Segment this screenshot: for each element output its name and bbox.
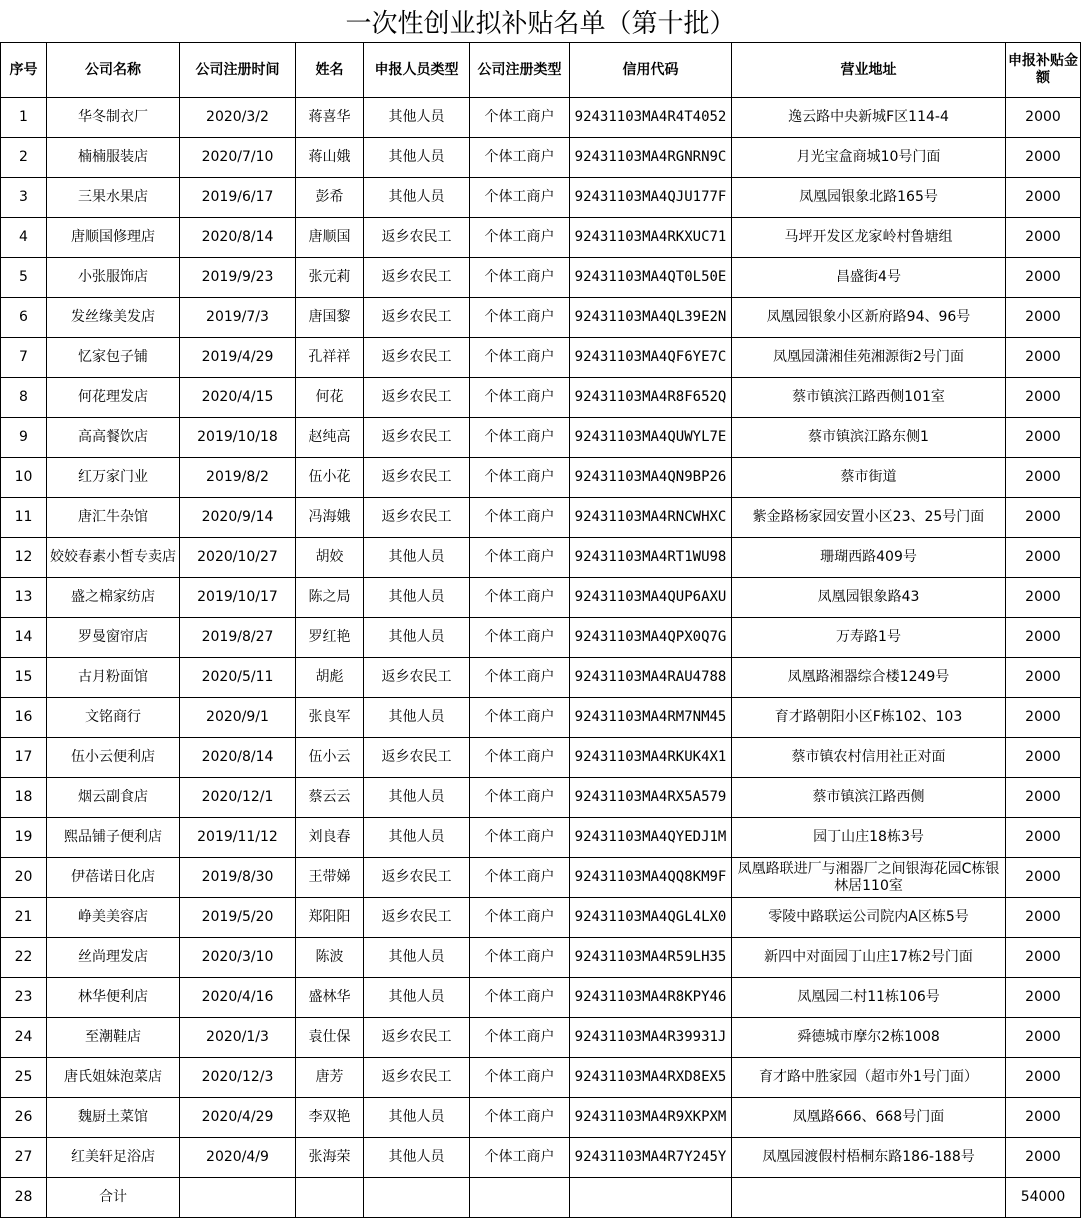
cell-company-name: 熙品铺子便利店 bbox=[47, 818, 180, 858]
cell-company-type: 个体工商户 bbox=[470, 1098, 570, 1138]
header-amount: 申报补贴金额 bbox=[1006, 43, 1081, 98]
cell-company-type: 个体工商户 bbox=[470, 338, 570, 378]
cell-amount: 2000 bbox=[1006, 938, 1081, 978]
cell-company-type: 个体工商户 bbox=[470, 1058, 570, 1098]
cell-person-name: 罗红艳 bbox=[296, 618, 364, 658]
cell-person-name: 冯海娥 bbox=[296, 498, 364, 538]
total-index: 28 bbox=[1, 1178, 47, 1218]
cell-company-type: 个体工商户 bbox=[470, 778, 570, 818]
cell-company-name: 红万家门业 bbox=[47, 458, 180, 498]
cell-register-date: 2020/5/11 bbox=[180, 658, 296, 698]
cell-person-name: 赵纯高 bbox=[296, 418, 364, 458]
cell-company-type: 个体工商户 bbox=[470, 1138, 570, 1178]
cell-amount: 2000 bbox=[1006, 498, 1081, 538]
total-empty bbox=[470, 1178, 570, 1218]
cell-credit-code: 92431103MA4QUWYL7E bbox=[570, 418, 732, 458]
cell-index: 18 bbox=[1, 778, 47, 818]
total-amount: 54000 bbox=[1006, 1178, 1081, 1218]
cell-credit-code: 92431103MA4RT1WU98 bbox=[570, 538, 732, 578]
cell-credit-code: 92431103MA4QGL4LX0 bbox=[570, 898, 732, 938]
cell-company-name: 何花理发店 bbox=[47, 378, 180, 418]
cell-company-type: 个体工商户 bbox=[470, 818, 570, 858]
cell-person-name: 蒋山娥 bbox=[296, 138, 364, 178]
cell-person-name: 陈波 bbox=[296, 938, 364, 978]
cell-address: 育才路中胜家园（超市外1号门面） bbox=[732, 1058, 1006, 1098]
cell-person-name: 陈之局 bbox=[296, 578, 364, 618]
cell-person-name: 胡彪 bbox=[296, 658, 364, 698]
header-company-name: 公司名称 bbox=[47, 43, 180, 98]
cell-index: 6 bbox=[1, 298, 47, 338]
cell-register-date: 2019/8/30 bbox=[180, 858, 296, 898]
cell-credit-code: 92431103MA4R7Y245Y bbox=[570, 1138, 732, 1178]
table-body bbox=[1, 98, 1081, 1178]
cell-company-name: 罗曼窗帘店 bbox=[47, 618, 180, 658]
cell-applicant-type: 其他人员 bbox=[364, 138, 470, 178]
cell-company-name: 伊蓓诺日化店 bbox=[47, 858, 180, 898]
cell-amount: 2000 bbox=[1006, 98, 1081, 138]
cell-index: 4 bbox=[1, 218, 47, 258]
cell-index: 9 bbox=[1, 418, 47, 458]
cell-amount: 2000 bbox=[1006, 258, 1081, 298]
cell-company-type: 个体工商户 bbox=[470, 378, 570, 418]
cell-applicant-type: 返乡农民工 bbox=[364, 1058, 470, 1098]
cell-amount: 2000 bbox=[1006, 178, 1081, 218]
cell-amount: 2000 bbox=[1006, 778, 1081, 818]
cell-company-type: 个体工商户 bbox=[470, 658, 570, 698]
cell-person-name: 张良军 bbox=[296, 698, 364, 738]
cell-person-name: 何花 bbox=[296, 378, 364, 418]
cell-index: 26 bbox=[1, 1098, 47, 1138]
cell-company-name: 楠楠服装店 bbox=[47, 138, 180, 178]
cell-address: 零陵中路联运公司院内A区栋5号 bbox=[732, 898, 1006, 938]
cell-company-type: 个体工商户 bbox=[470, 218, 570, 258]
total-empty bbox=[732, 1178, 1006, 1218]
cell-company-name: 魏厨土菜馆 bbox=[47, 1098, 180, 1138]
table-row bbox=[1, 618, 1081, 658]
cell-company-name: 三果水果店 bbox=[47, 178, 180, 218]
cell-amount: 2000 bbox=[1006, 658, 1081, 698]
cell-credit-code: 92431103MA4QF6YE7C bbox=[570, 338, 732, 378]
cell-credit-code: 92431103MA4R8KPY46 bbox=[570, 978, 732, 1018]
cell-index: 23 bbox=[1, 978, 47, 1018]
cell-applicant-type: 其他人员 bbox=[364, 698, 470, 738]
cell-credit-code: 92431103MA4R39931J bbox=[570, 1018, 732, 1058]
cell-register-date: 2020/9/1 bbox=[180, 698, 296, 738]
cell-register-date: 2019/4/29 bbox=[180, 338, 296, 378]
cell-address: 凤凰园银象北路165号 bbox=[732, 178, 1006, 218]
cell-applicant-type: 其他人员 bbox=[364, 618, 470, 658]
total-label: 合计 bbox=[47, 1178, 180, 1218]
cell-company-name: 林华便利店 bbox=[47, 978, 180, 1018]
cell-index: 7 bbox=[1, 338, 47, 378]
header-company-type: 公司注册类型 bbox=[470, 43, 570, 98]
table-row bbox=[1, 1018, 1081, 1058]
cell-credit-code: 92431103MA4QT0L50E bbox=[570, 258, 732, 298]
cell-index: 21 bbox=[1, 898, 47, 938]
cell-person-name: 王带娣 bbox=[296, 858, 364, 898]
subsidy-table bbox=[0, 42, 1081, 1218]
cell-company-name: 姣姣春素小皙专卖店 bbox=[47, 538, 180, 578]
cell-company-type: 个体工商户 bbox=[470, 98, 570, 138]
cell-credit-code: 92431103MA4RAU4788 bbox=[570, 658, 732, 698]
cell-register-date: 2020/12/1 bbox=[180, 778, 296, 818]
cell-register-date: 2019/11/12 bbox=[180, 818, 296, 858]
table-row bbox=[1, 418, 1081, 458]
cell-address: 万寿路1号 bbox=[732, 618, 1006, 658]
cell-register-date: 2019/7/3 bbox=[180, 298, 296, 338]
cell-applicant-type: 返乡农民工 bbox=[364, 338, 470, 378]
cell-credit-code: 92431103MA4RGNRN9C bbox=[570, 138, 732, 178]
cell-person-name: 唐国黎 bbox=[296, 298, 364, 338]
cell-amount: 2000 bbox=[1006, 1018, 1081, 1058]
cell-index: 10 bbox=[1, 458, 47, 498]
cell-company-name: 盛之棉家纺店 bbox=[47, 578, 180, 618]
cell-index: 1 bbox=[1, 98, 47, 138]
cell-address: 珊瑚西路409号 bbox=[732, 538, 1006, 578]
cell-person-name: 伍小花 bbox=[296, 458, 364, 498]
cell-applicant-type: 返乡农民工 bbox=[364, 458, 470, 498]
cell-applicant-type: 其他人员 bbox=[364, 578, 470, 618]
cell-company-name: 高高餐饮店 bbox=[47, 418, 180, 458]
cell-address: 舜德城市摩尔2栋1008 bbox=[732, 1018, 1006, 1058]
cell-amount: 2000 bbox=[1006, 458, 1081, 498]
cell-address: 蔡市镇滨江路西侧 bbox=[732, 778, 1006, 818]
cell-applicant-type: 其他人员 bbox=[364, 98, 470, 138]
cell-applicant-type: 其他人员 bbox=[364, 1098, 470, 1138]
cell-register-date: 2020/7/10 bbox=[180, 138, 296, 178]
cell-applicant-type: 其他人员 bbox=[364, 818, 470, 858]
cell-company-name: 忆家包子铺 bbox=[47, 338, 180, 378]
cell-person-name: 蒋喜华 bbox=[296, 98, 364, 138]
table-row bbox=[1, 298, 1081, 338]
cell-register-date: 2020/8/14 bbox=[180, 738, 296, 778]
cell-credit-code: 92431103MA4QQ8KM9F bbox=[570, 858, 732, 898]
table-row bbox=[1, 738, 1081, 778]
cell-company-type: 个体工商户 bbox=[470, 298, 570, 338]
cell-register-date: 2020/4/15 bbox=[180, 378, 296, 418]
cell-amount: 2000 bbox=[1006, 578, 1081, 618]
table-row bbox=[1, 578, 1081, 618]
cell-company-name: 文铭商行 bbox=[47, 698, 180, 738]
cell-index: 5 bbox=[1, 258, 47, 298]
cell-person-name: 伍小云 bbox=[296, 738, 364, 778]
cell-address: 凤凰园银象路43 bbox=[732, 578, 1006, 618]
table-row bbox=[1, 138, 1081, 178]
table-row bbox=[1, 178, 1081, 218]
header-credit-code: 信用代码 bbox=[570, 43, 732, 98]
cell-address: 紫金路杨家园安置小区23、25号门面 bbox=[732, 498, 1006, 538]
cell-address: 逸云路中央新城F区114-4 bbox=[732, 98, 1006, 138]
header-address: 营业地址 bbox=[732, 43, 1006, 98]
cell-person-name: 盛林华 bbox=[296, 978, 364, 1018]
cell-person-name: 孔祥祥 bbox=[296, 338, 364, 378]
cell-amount: 2000 bbox=[1006, 298, 1081, 338]
total-empty bbox=[364, 1178, 470, 1218]
cell-company-name: 唐汇牛杂馆 bbox=[47, 498, 180, 538]
cell-amount: 2000 bbox=[1006, 818, 1081, 858]
cell-applicant-type: 返乡农民工 bbox=[364, 898, 470, 938]
cell-register-date: 2019/10/17 bbox=[180, 578, 296, 618]
cell-amount: 2000 bbox=[1006, 418, 1081, 458]
cell-company-name: 古月粉面馆 bbox=[47, 658, 180, 698]
cell-credit-code: 92431103MA4QPX0Q7G bbox=[570, 618, 732, 658]
cell-company-type: 个体工商户 bbox=[470, 498, 570, 538]
cell-register-date: 2020/4/9 bbox=[180, 1138, 296, 1178]
cell-amount: 2000 bbox=[1006, 538, 1081, 578]
cell-company-name: 至潮鞋店 bbox=[47, 1018, 180, 1058]
cell-company-name: 峥美美容店 bbox=[47, 898, 180, 938]
table-row bbox=[1, 258, 1081, 298]
cell-applicant-type: 返乡农民工 bbox=[364, 418, 470, 458]
cell-company-name: 唐顺国修理店 bbox=[47, 218, 180, 258]
cell-credit-code: 92431103MA4QN9BP26 bbox=[570, 458, 732, 498]
cell-applicant-type: 返乡农民工 bbox=[364, 858, 470, 898]
header-index: 序号 bbox=[1, 43, 47, 98]
cell-applicant-type: 返乡农民工 bbox=[364, 1018, 470, 1058]
cell-register-date: 2019/9/23 bbox=[180, 258, 296, 298]
cell-register-date: 2019/8/2 bbox=[180, 458, 296, 498]
cell-amount: 2000 bbox=[1006, 698, 1081, 738]
cell-index: 13 bbox=[1, 578, 47, 618]
cell-amount: 2000 bbox=[1006, 138, 1081, 178]
cell-amount: 2000 bbox=[1006, 1058, 1081, 1098]
total-empty bbox=[180, 1178, 296, 1218]
cell-company-name: 红美轩足浴店 bbox=[47, 1138, 180, 1178]
cell-address: 新四中对面园丁山庄17栋2号门面 bbox=[732, 938, 1006, 978]
cell-applicant-type: 其他人员 bbox=[364, 978, 470, 1018]
cell-company-type: 个体工商户 bbox=[470, 178, 570, 218]
cell-amount: 2000 bbox=[1006, 738, 1081, 778]
cell-applicant-type: 返乡农民工 bbox=[364, 218, 470, 258]
cell-applicant-type: 其他人员 bbox=[364, 1138, 470, 1178]
table-row bbox=[1, 898, 1081, 938]
table-row bbox=[1, 538, 1081, 578]
cell-company-name: 伍小云便利店 bbox=[47, 738, 180, 778]
cell-person-name: 袁仕保 bbox=[296, 1018, 364, 1058]
cell-company-type: 个体工商户 bbox=[470, 978, 570, 1018]
cell-person-name: 张海荣 bbox=[296, 1138, 364, 1178]
cell-person-name: 李双艳 bbox=[296, 1098, 364, 1138]
cell-applicant-type: 其他人员 bbox=[364, 178, 470, 218]
table-row bbox=[1, 1058, 1081, 1098]
cell-company-type: 个体工商户 bbox=[470, 698, 570, 738]
cell-address: 月光宝盒商城10号门面 bbox=[732, 138, 1006, 178]
cell-company-type: 个体工商户 bbox=[470, 138, 570, 178]
table-row bbox=[1, 1098, 1081, 1138]
cell-index: 11 bbox=[1, 498, 47, 538]
cell-credit-code: 92431103MA4QL39E2N bbox=[570, 298, 732, 338]
cell-credit-code: 92431103MA4RNCWHXC bbox=[570, 498, 732, 538]
cell-credit-code: 92431103MA4RM7NM45 bbox=[570, 698, 732, 738]
cell-register-date: 2020/9/14 bbox=[180, 498, 296, 538]
cell-address: 蔡市镇滨江路西侧101室 bbox=[732, 378, 1006, 418]
header-applicant-type: 申报人员类型 bbox=[364, 43, 470, 98]
cell-applicant-type: 其他人员 bbox=[364, 938, 470, 978]
cell-address: 马坪开发区龙家岭村鲁塘组 bbox=[732, 218, 1006, 258]
cell-address: 育才路朝阳小区F栋102、103 bbox=[732, 698, 1006, 738]
cell-amount: 2000 bbox=[1006, 338, 1081, 378]
cell-index: 16 bbox=[1, 698, 47, 738]
cell-amount: 2000 bbox=[1006, 218, 1081, 258]
cell-register-date: 2020/4/16 bbox=[180, 978, 296, 1018]
cell-index: 14 bbox=[1, 618, 47, 658]
cell-register-date: 2020/1/3 bbox=[180, 1018, 296, 1058]
cell-credit-code: 92431103MA4QUP6AXU bbox=[570, 578, 732, 618]
cell-person-name: 刘良春 bbox=[296, 818, 364, 858]
cell-applicant-type: 返乡农民工 bbox=[364, 658, 470, 698]
cell-register-date: 2019/10/18 bbox=[180, 418, 296, 458]
cell-index: 2 bbox=[1, 138, 47, 178]
table-row bbox=[1, 458, 1081, 498]
cell-applicant-type: 其他人员 bbox=[364, 538, 470, 578]
table-row bbox=[1, 818, 1081, 858]
cell-person-name: 胡姣 bbox=[296, 538, 364, 578]
cell-address: 凤凰路湘器综合楼1249号 bbox=[732, 658, 1006, 698]
cell-credit-code: 92431103MA4QYEDJ1M bbox=[570, 818, 732, 858]
cell-index: 24 bbox=[1, 1018, 47, 1058]
table-row bbox=[1, 778, 1081, 818]
cell-company-type: 个体工商户 bbox=[470, 418, 570, 458]
table-row bbox=[1, 498, 1081, 538]
table-row bbox=[1, 218, 1081, 258]
cell-address: 蔡市镇农村信用社正对面 bbox=[732, 738, 1006, 778]
total-row bbox=[1, 1178, 1081, 1218]
cell-amount: 2000 bbox=[1006, 978, 1081, 1018]
cell-address: 昌盛街4号 bbox=[732, 258, 1006, 298]
cell-company-name: 小张服饰店 bbox=[47, 258, 180, 298]
cell-applicant-type: 其他人员 bbox=[364, 778, 470, 818]
cell-address: 蔡市镇滨江路东侧1 bbox=[732, 418, 1006, 458]
page-title: 一次性创业拟补贴名单（第十批） bbox=[345, 8, 736, 39]
cell-credit-code: 92431103MA4RKUK4X1 bbox=[570, 738, 732, 778]
table-row bbox=[1, 338, 1081, 378]
cell-amount: 2000 bbox=[1006, 378, 1081, 418]
cell-applicant-type: 返乡农民工 bbox=[364, 498, 470, 538]
cell-register-date: 2020/3/2 bbox=[180, 98, 296, 138]
cell-applicant-type: 返乡农民工 bbox=[364, 258, 470, 298]
total-empty bbox=[296, 1178, 364, 1218]
cell-person-name: 唐芳 bbox=[296, 1058, 364, 1098]
cell-company-type: 个体工商户 bbox=[470, 938, 570, 978]
header-person-name: 姓名 bbox=[296, 43, 364, 98]
cell-credit-code: 92431103MA4R59LH35 bbox=[570, 938, 732, 978]
cell-address: 蔡市街道 bbox=[732, 458, 1006, 498]
cell-person-name: 张元莉 bbox=[296, 258, 364, 298]
cell-person-name: 唐顺国 bbox=[296, 218, 364, 258]
cell-register-date: 2019/8/27 bbox=[180, 618, 296, 658]
cell-credit-code: 92431103MA4RX5A579 bbox=[570, 778, 732, 818]
cell-index: 19 bbox=[1, 818, 47, 858]
cell-register-date: 2020/12/3 bbox=[180, 1058, 296, 1098]
table-row bbox=[1, 938, 1081, 978]
cell-amount: 2000 bbox=[1006, 898, 1081, 938]
cell-company-type: 个体工商户 bbox=[470, 858, 570, 898]
table-row bbox=[1, 978, 1081, 1018]
cell-index: 25 bbox=[1, 1058, 47, 1098]
table-row bbox=[1, 858, 1081, 898]
table-row bbox=[1, 658, 1081, 698]
header-row bbox=[1, 43, 1081, 98]
cell-register-date: 2020/4/29 bbox=[180, 1098, 296, 1138]
cell-person-name: 郑阳阳 bbox=[296, 898, 364, 938]
cell-company-type: 个体工商户 bbox=[470, 458, 570, 498]
cell-index: 12 bbox=[1, 538, 47, 578]
cell-index: 15 bbox=[1, 658, 47, 698]
cell-credit-code: 92431103MA4R8F652Q bbox=[570, 378, 732, 418]
total-empty bbox=[570, 1178, 732, 1218]
cell-person-name: 彭希 bbox=[296, 178, 364, 218]
cell-index: 27 bbox=[1, 1138, 47, 1178]
cell-company-type: 个体工商户 bbox=[470, 738, 570, 778]
cell-company-type: 个体工商户 bbox=[470, 1018, 570, 1058]
cell-applicant-type: 返乡农民工 bbox=[364, 378, 470, 418]
cell-amount: 2000 bbox=[1006, 1138, 1081, 1178]
cell-company-type: 个体工商户 bbox=[470, 538, 570, 578]
cell-index: 20 bbox=[1, 858, 47, 898]
cell-address: 凤凰路联进厂与湘器厂之间银海花园C栋银林居110室 bbox=[732, 858, 1006, 898]
cell-credit-code: 92431103MA4QJU177F bbox=[570, 178, 732, 218]
cell-company-type: 个体工商户 bbox=[470, 258, 570, 298]
table-row bbox=[1, 698, 1081, 738]
table-row bbox=[1, 378, 1081, 418]
cell-person-name: 蔡云云 bbox=[296, 778, 364, 818]
cell-company-type: 个体工商户 bbox=[470, 578, 570, 618]
cell-credit-code: 92431103MA4R9XKPXM bbox=[570, 1098, 732, 1138]
cell-register-date: 2020/3/10 bbox=[180, 938, 296, 978]
cell-company-type: 个体工商户 bbox=[470, 898, 570, 938]
cell-applicant-type: 返乡农民工 bbox=[364, 738, 470, 778]
cell-register-date: 2019/6/17 bbox=[180, 178, 296, 218]
cell-company-name: 发丝缘美发店 bbox=[47, 298, 180, 338]
table-row bbox=[1, 1138, 1081, 1178]
cell-register-date: 2019/5/20 bbox=[180, 898, 296, 938]
cell-index: 3 bbox=[1, 178, 47, 218]
cell-address: 凤凰路666、668号门面 bbox=[732, 1098, 1006, 1138]
cell-register-date: 2020/10/27 bbox=[180, 538, 296, 578]
cell-company-name: 烟云副食店 bbox=[47, 778, 180, 818]
cell-address: 凤凰园二村11栋106号 bbox=[732, 978, 1006, 1018]
cell-amount: 2000 bbox=[1006, 618, 1081, 658]
cell-index: 8 bbox=[1, 378, 47, 418]
cell-credit-code: 92431103MA4R4T4052 bbox=[570, 98, 732, 138]
cell-register-date: 2020/8/14 bbox=[180, 218, 296, 258]
cell-company-type: 个体工商户 bbox=[470, 618, 570, 658]
cell-address: 凤凰园渡假村梧桐东路186-188号 bbox=[732, 1138, 1006, 1178]
cell-address: 凤凰园潇湘佳苑湘源街2号门面 bbox=[732, 338, 1006, 378]
header-register-date: 公司注册时间 bbox=[180, 43, 296, 98]
table-row bbox=[1, 98, 1081, 138]
cell-applicant-type: 返乡农民工 bbox=[364, 298, 470, 338]
cell-amount: 2000 bbox=[1006, 1098, 1081, 1138]
cell-index: 22 bbox=[1, 938, 47, 978]
cell-credit-code: 92431103MA4RKXUC71 bbox=[570, 218, 732, 258]
cell-company-name: 唐氏姐妹泡菜店 bbox=[47, 1058, 180, 1098]
cell-company-name: 华冬制衣厂 bbox=[47, 98, 180, 138]
cell-index: 17 bbox=[1, 738, 47, 778]
cell-amount: 2000 bbox=[1006, 858, 1081, 898]
cell-credit-code: 92431103MA4RXD8EX5 bbox=[570, 1058, 732, 1098]
cell-company-name: 丝尚理发店 bbox=[47, 938, 180, 978]
cell-address: 凤凰园银象小区新府路94、96号 bbox=[732, 298, 1006, 338]
cell-address: 园丁山庄18栋3号 bbox=[732, 818, 1006, 858]
